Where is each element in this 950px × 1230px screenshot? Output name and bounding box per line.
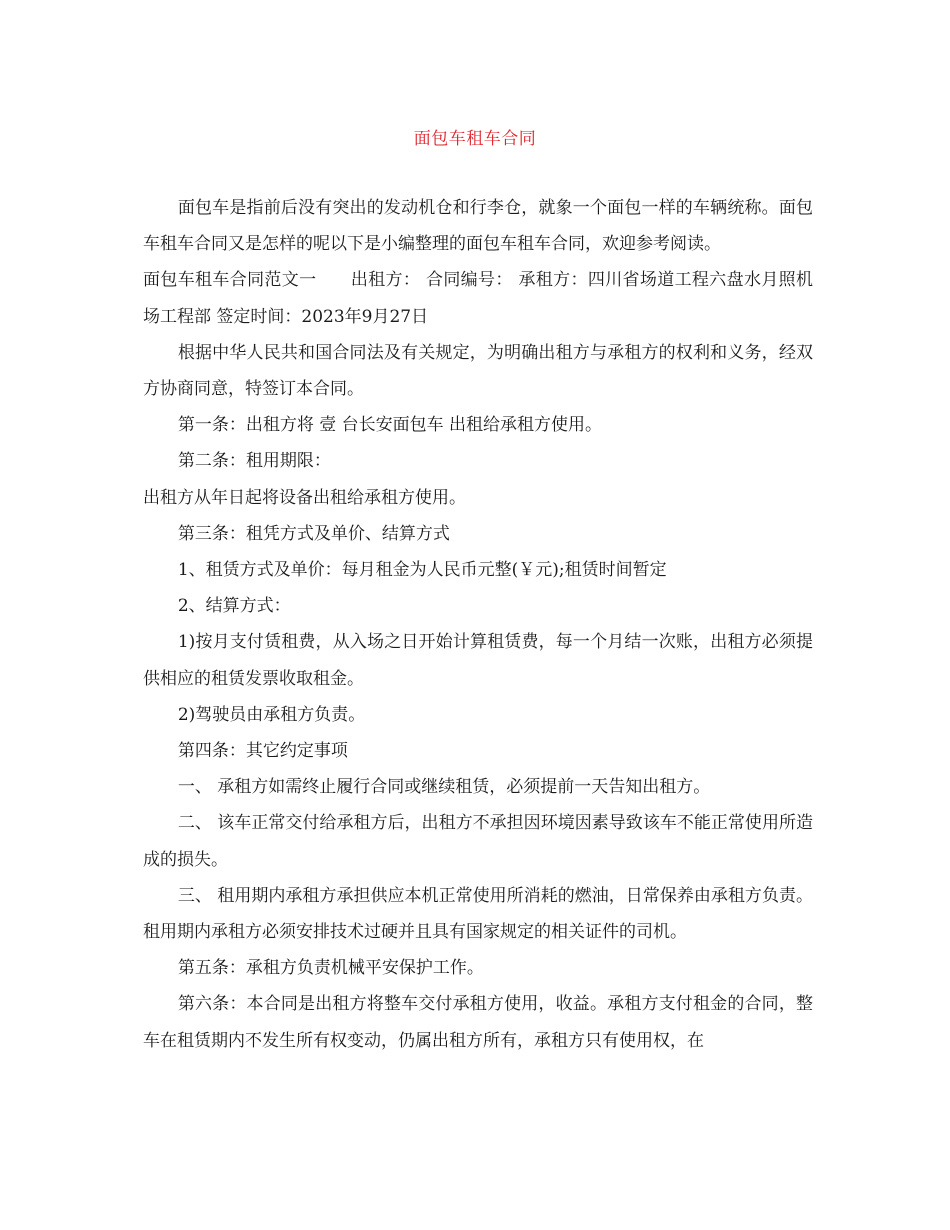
paragraph-item-2: 二、 该车正常交付给承租方后，出租方不承担因环境因素导致该车不能正常使用所造成的损失。	[143, 813, 813, 870]
paragraph-item-1: 一、 承租方如需终止履行合同或继续租赁，必须提前一天告知出租方。	[177, 777, 711, 798]
contract-example-label: 面包车租车合同范文一	[143, 270, 317, 291]
paragraph-intro: 面包车是指前后没有突出的发动机仓和行李仓，就象一个面包一样的车辆统称。面包车租车合同又是怎样的呢以下是小编整理的面包车租车合同，欢迎参考阅读。	[143, 198, 813, 255]
paragraph-driver: 2)驾驶员由承租方负责。	[177, 704, 366, 725]
paragraph-rental-price: 1、租赁方式及单价：每月租金为人民币元整(￥元);租赁时间暂定	[177, 560, 667, 581]
document-body	[143, 190, 813, 1059]
paragraph-article-3: 第三条：租凭方式及单价、结算方式	[177, 523, 450, 544]
paragraph-contract-header	[143, 262, 813, 334]
contract-parties-info: 出租方： 合同编号： 承租方：四川省场道工程六盘水月照机场工程部 签定时间：2023年9月27日	[143, 270, 814, 327]
paragraph-settlement: 2、结算方式：	[177, 596, 291, 617]
paragraph-article-4: 第四条：其它约定事项	[177, 741, 348, 762]
paragraph-preamble: 根据中华人民共和国合同法及有关规定，为明确出租方与承租方的权利和义务，经双方协商同意，特签订本合同。	[143, 342, 813, 400]
document-title: 面包车租车合同	[413, 129, 537, 149]
paragraph-monthly-payment: 1)按月支付赁租费，从入场之日开始计算租赁费，每一个月结一次账，出租方必须提供相应的租赁发票收取租金。	[143, 632, 813, 689]
paragraph-article-2: 第二条：租用期限：	[177, 451, 331, 472]
paragraph-article-1: 第一条：出租方将 壹 台长安面包车 出租给承租方使用。	[177, 415, 603, 436]
paragraph-article-5: 第五条：承租方负责机械平安保护工作。	[177, 958, 484, 979]
paragraph-article-6: 第六条：本合同是出租方将整车交付承租方使用，收益。承租方支付租金的合同，整车在租赁期内不发生所有权变动，仍属出租方所有，承租方只有使用权，在	[143, 994, 813, 1051]
paragraph-rental-start: 出租方从年日起将设备出租给承租方使用。	[143, 487, 466, 508]
paragraph-item-3: 三、 租用期内承租方承担供应本机正常使用所消耗的燃油，日常保养由承租方负责。租用期内承租方必须安排技术过硬并且具有国家规定的相关证件的司机。	[143, 885, 813, 943]
